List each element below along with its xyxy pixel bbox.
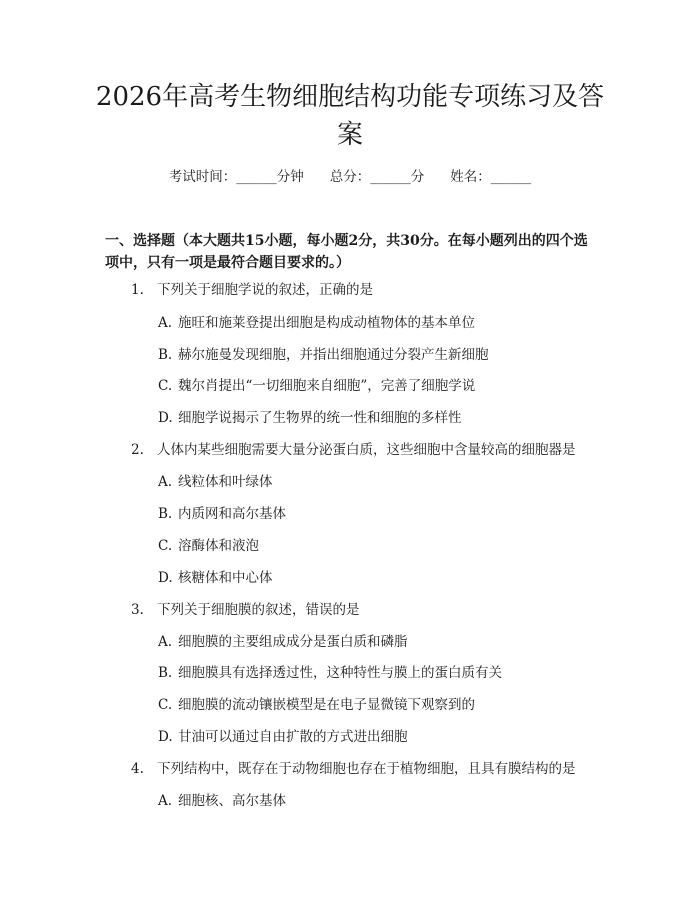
- option-letter: A.: [158, 474, 173, 490]
- option-letter: D.: [158, 729, 173, 745]
- section-heading: [105, 230, 625, 274]
- option-letter: C.: [158, 538, 173, 554]
- option-text: 细胞学说揭示了生物界的统一性和细胞的多样性: [178, 410, 462, 426]
- question-1-option-b: [158, 345, 489, 365]
- question-2-option-b: [158, 504, 286, 524]
- question-number: 1.: [131, 282, 144, 298]
- exam-info-line: [0, 167, 700, 187]
- question-3-option-b: [158, 663, 502, 683]
- question-3-option-c: [158, 695, 475, 715]
- option-text: 甘油可以通过自由扩散的方式进出细胞: [178, 729, 408, 745]
- option-letter: D.: [158, 410, 173, 426]
- option-letter: B.: [158, 506, 173, 522]
- question-2-stem: [131, 440, 576, 460]
- question-text: 下列关于细胞膜的叙述，错误的是: [157, 602, 360, 618]
- exam-time-field: 考试时间：______分钟: [168, 169, 304, 185]
- document-title: [70, 78, 630, 154]
- option-text: 细胞膜具有选择透过性，这种特性与膜上的蛋白质有关: [178, 665, 502, 681]
- document-title-line-1: 2026年高考生物细胞结构功能专项练习及答: [95, 82, 605, 112]
- option-letter: B.: [158, 665, 173, 681]
- option-letter: D.: [158, 570, 173, 586]
- option-letter: A.: [158, 793, 173, 809]
- option-text: 细胞膜的流动镶嵌模型是在电子显微镜下观察到的: [178, 697, 475, 713]
- question-text: 下列关于细胞学说的叙述，正确的是: [157, 282, 373, 298]
- option-letter: C.: [158, 697, 173, 713]
- question-3-stem: [131, 600, 360, 620]
- option-letter: B.: [158, 347, 173, 363]
- option-text: 线粒体和叶绿体: [178, 474, 273, 490]
- student-name-field: 姓名：______: [450, 169, 532, 185]
- question-number: 2.: [131, 442, 144, 458]
- option-text: 赫尔施曼发现细胞，并指出细胞通过分裂产生新细胞: [178, 347, 489, 363]
- option-text: 细胞膜的主要组成成分是蛋白质和磷脂: [178, 634, 408, 650]
- question-2-option-a: [158, 472, 273, 492]
- question-number: 4.: [131, 761, 144, 777]
- question-4-stem: [131, 759, 576, 779]
- question-3-option-d: [158, 727, 408, 747]
- question-text: 人体内某些细胞需要大量分泌蛋白质，这些细胞中含量较高的细胞器是: [157, 442, 576, 458]
- option-letter: A.: [158, 315, 173, 331]
- option-letter: C.: [158, 378, 173, 394]
- option-text: 施旺和施莱登提出细胞是构成动植物体的基本单位: [178, 315, 475, 331]
- question-1-stem: [131, 280, 373, 300]
- option-letter: A.: [158, 634, 173, 650]
- question-text: 下列结构中，既存在于动物细胞也存在于植物细胞，且具有膜结构的是: [157, 761, 576, 777]
- question-2-option-c: [158, 536, 259, 556]
- question-1-option-c: [158, 376, 475, 396]
- total-score-field: 总分：______分: [329, 169, 425, 185]
- option-text: 细胞核、高尔基体: [178, 793, 286, 809]
- question-3-option-a: [158, 632, 408, 652]
- question-1-option-a: [158, 313, 475, 333]
- option-text: 魏尔肖提出“一切细胞来自细胞”，完善了细胞学说: [178, 378, 476, 394]
- document-title-line-2: 案: [336, 120, 363, 150]
- option-text: 核糖体和中心体: [178, 570, 273, 586]
- question-1-option-d: [158, 408, 462, 428]
- question-number: 3.: [131, 602, 144, 618]
- question-2-option-d: [158, 568, 273, 588]
- option-text: 内质网和高尔基体: [178, 506, 286, 522]
- section-heading-line-1: 一、选择题（本大题共15小题，每小题2分，共30分。在每小题列出的四个选: [105, 233, 588, 249]
- option-text: 溶酶体和液泡: [178, 538, 259, 554]
- section-heading-line-2: 项中，只有一项是最符合题目要求的。）: [105, 255, 350, 271]
- question-4-option-a: [158, 791, 286, 811]
